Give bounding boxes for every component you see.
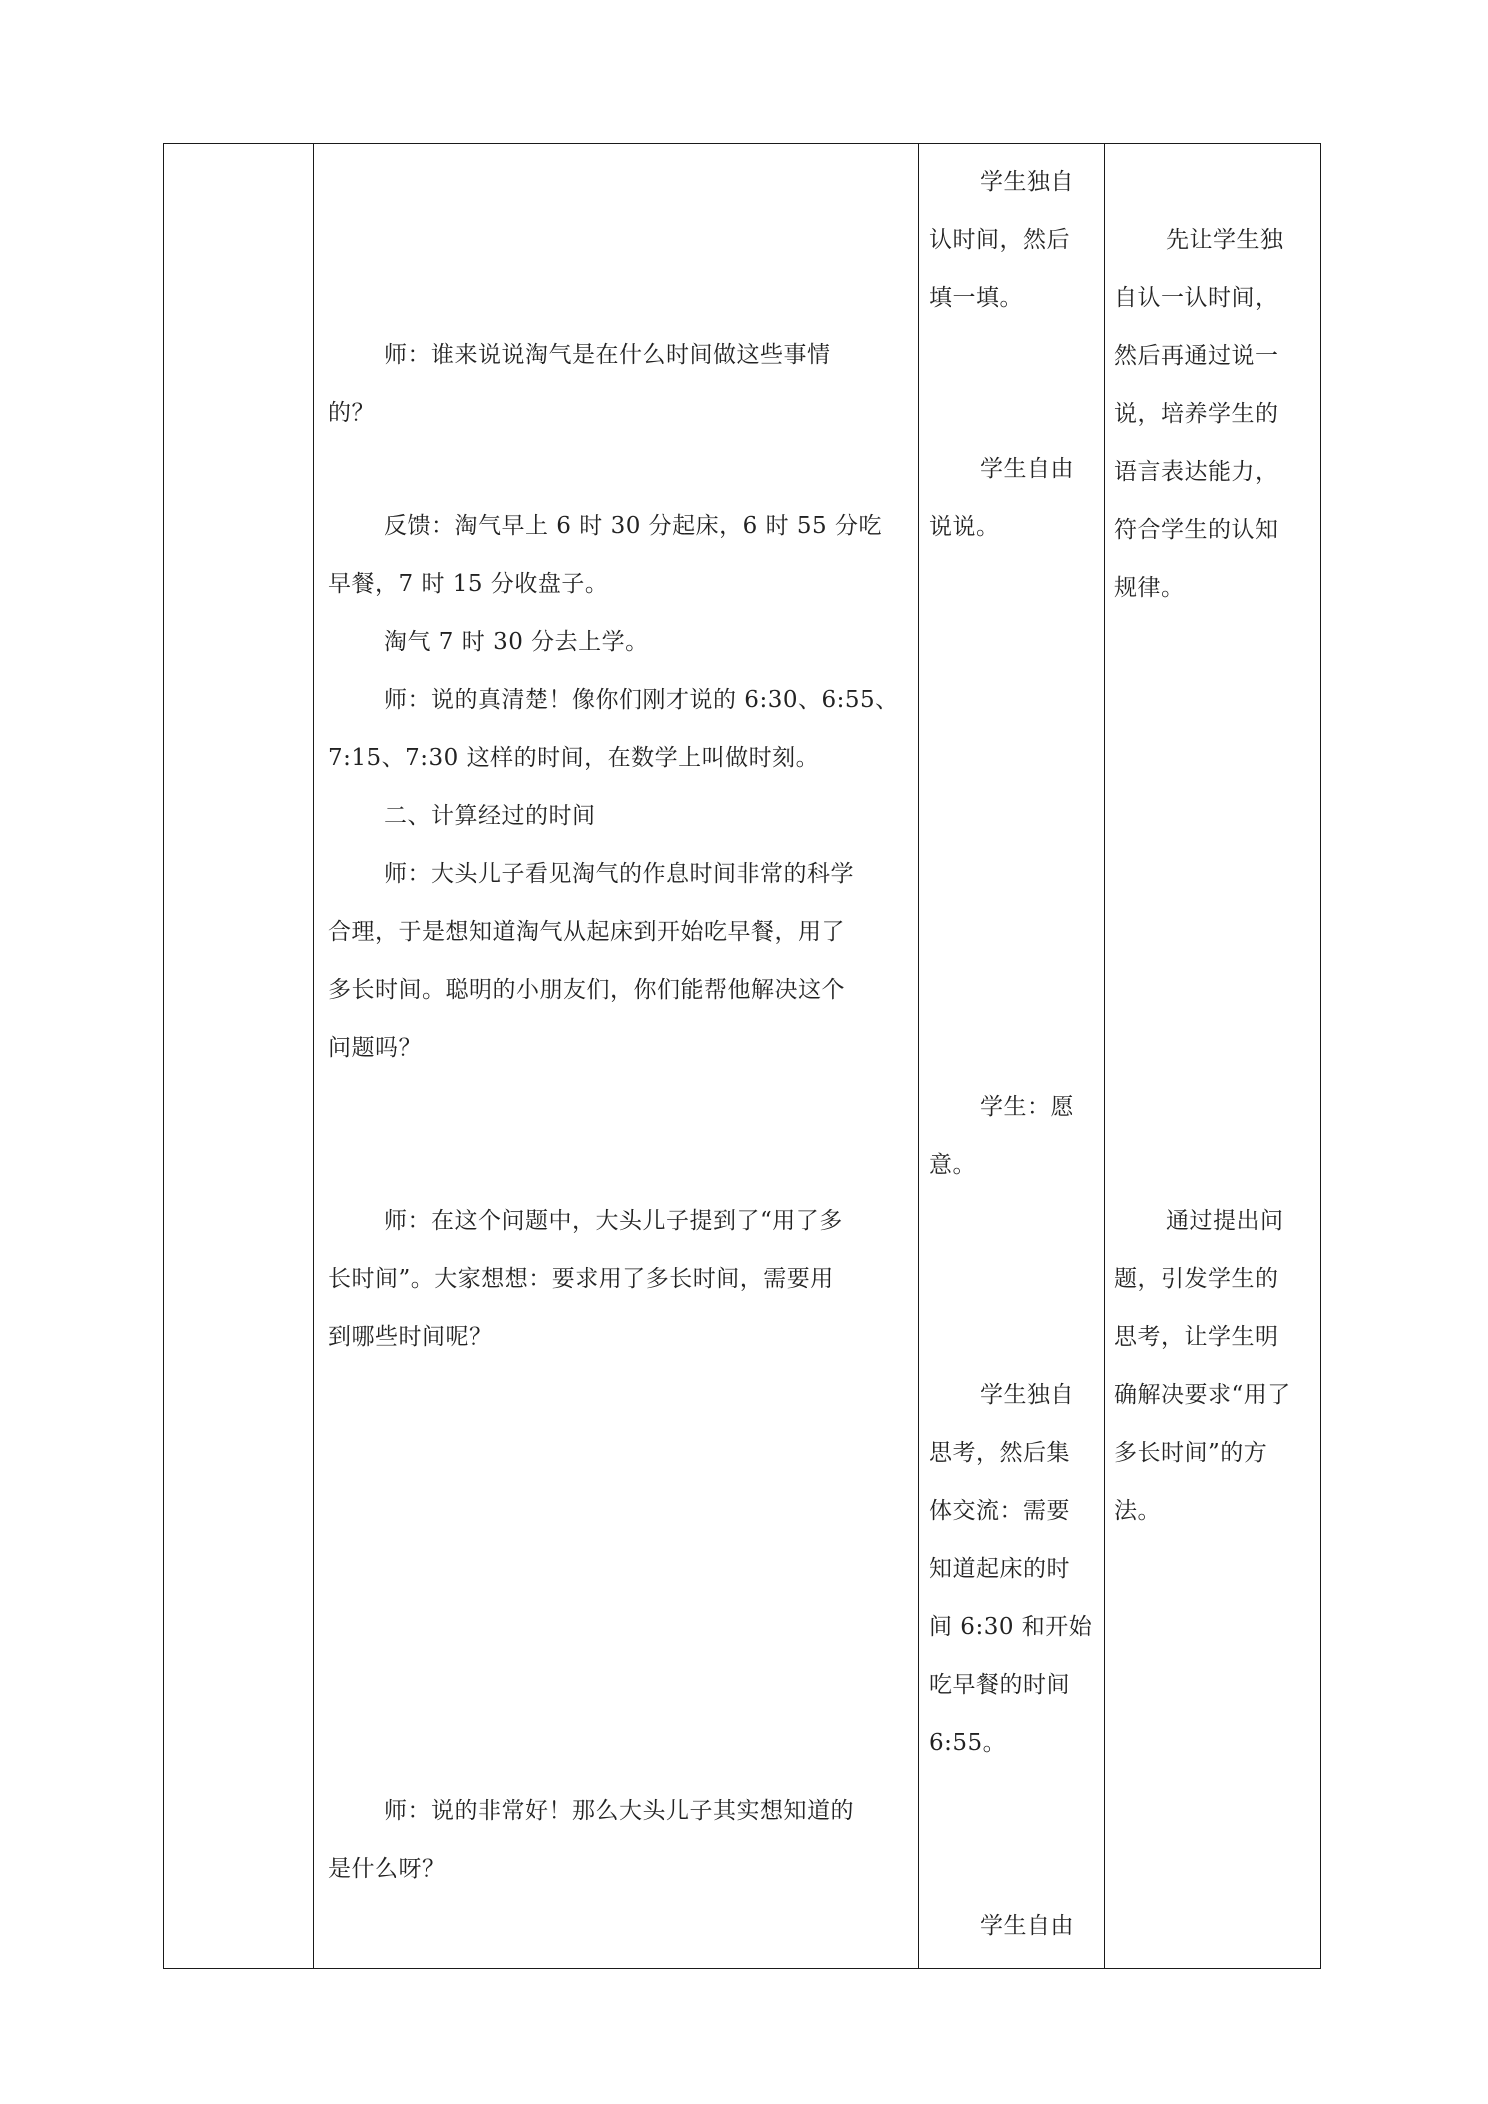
intent-line: 先让学生独	[1166, 227, 1284, 253]
paragraph-line: 多长时间。聪明的小朋友们，你们能帮他解决这个	[328, 977, 845, 1003]
paragraph-line: 到哪些时间呢？	[328, 1324, 493, 1350]
paragraph-line: 师：大头儿子看见淘气的作息时间非常的科学	[384, 861, 854, 887]
student-line: 间 6:30 和开始	[929, 1614, 1093, 1640]
intent-line: 规律。	[1114, 575, 1185, 601]
paragraph-line: 师：在这个问题中，大头儿子提到了“用了多	[384, 1208, 843, 1234]
paragraph-line: 长时间”。大家想想：要求用了多长时间，需要用	[328, 1266, 834, 1292]
intent-line: 法。	[1114, 1498, 1161, 1524]
table-top-border	[163, 143, 1320, 144]
student-line: 意。	[929, 1152, 976, 1178]
paragraph-line: 淘气 7 时 30 分去上学。	[384, 629, 649, 655]
student-line: 说说。	[929, 514, 1000, 540]
column-divider-1	[313, 143, 314, 1969]
intent-line: 自认一认时间，	[1114, 285, 1279, 311]
intent-line: 语言表达能力，	[1114, 459, 1279, 485]
paragraph-line: 问题吗？	[328, 1035, 422, 1061]
student-line: 填一填。	[929, 285, 1023, 311]
table-bottom-border	[163, 1968, 1320, 1969]
intent-line: 然后再通过说一	[1114, 343, 1279, 369]
intent-line: 说，培养学生的	[1114, 401, 1279, 427]
student-line: 学生自由	[980, 456, 1074, 482]
paragraph-line: 合理，于是想知道淘气从起床到开始吃早餐，用了	[328, 919, 845, 945]
student-line: 思考，然后集	[929, 1440, 1070, 1466]
table-left-border	[163, 143, 164, 1969]
student-line: 吃早餐的时间	[929, 1672, 1070, 1698]
student-line: 认时间，然后	[929, 227, 1070, 253]
student-line: 学生独自	[980, 1382, 1074, 1408]
intent-line: 符合学生的认知	[1114, 517, 1279, 543]
student-line: 6:55。	[929, 1730, 1007, 1756]
student-line: 学生独自	[980, 169, 1074, 195]
student-line: 学生：愿	[980, 1094, 1074, 1120]
student-line: 知道起床的时	[929, 1556, 1070, 1582]
paragraph-line: 师：谁来说说淘气是在什么时间做这些事情	[384, 342, 831, 368]
student-line: 体交流：需要	[929, 1498, 1070, 1524]
paragraph-line: 师：说的真清楚！像你们刚才说的 6:30、6:55、	[384, 687, 899, 713]
paragraph-line: 反馈：淘气早上 6 时 30 分起床，6 时 55 分吃	[384, 513, 882, 539]
intent-line: 多长时间”的方	[1114, 1440, 1268, 1466]
column-divider-2	[918, 143, 919, 1969]
paragraph-line: 7:15、7:30 这样的时间，在数学上叫做时刻。	[328, 745, 820, 771]
paragraph-line: 是什么呀？	[328, 1856, 446, 1882]
column-divider-3	[1104, 143, 1105, 1969]
intent-line: 通过提出问	[1166, 1208, 1284, 1234]
table-right-border	[1320, 143, 1321, 1969]
paragraph-line: 师：说的非常好！那么大头儿子其实想知道的	[384, 1798, 854, 1824]
student-line: 学生自由	[980, 1913, 1074, 1939]
intent-line: 题，引发学生的	[1114, 1266, 1279, 1292]
intent-line: 思考，让学生明	[1114, 1324, 1279, 1350]
paragraph-line: 早餐，7 时 15 分收盘子。	[328, 571, 609, 597]
paragraph-line: 的？	[328, 400, 375, 426]
section-heading: 二、计算经过的时间	[384, 803, 596, 829]
intent-line: 确解决要求“用了	[1114, 1382, 1291, 1408]
